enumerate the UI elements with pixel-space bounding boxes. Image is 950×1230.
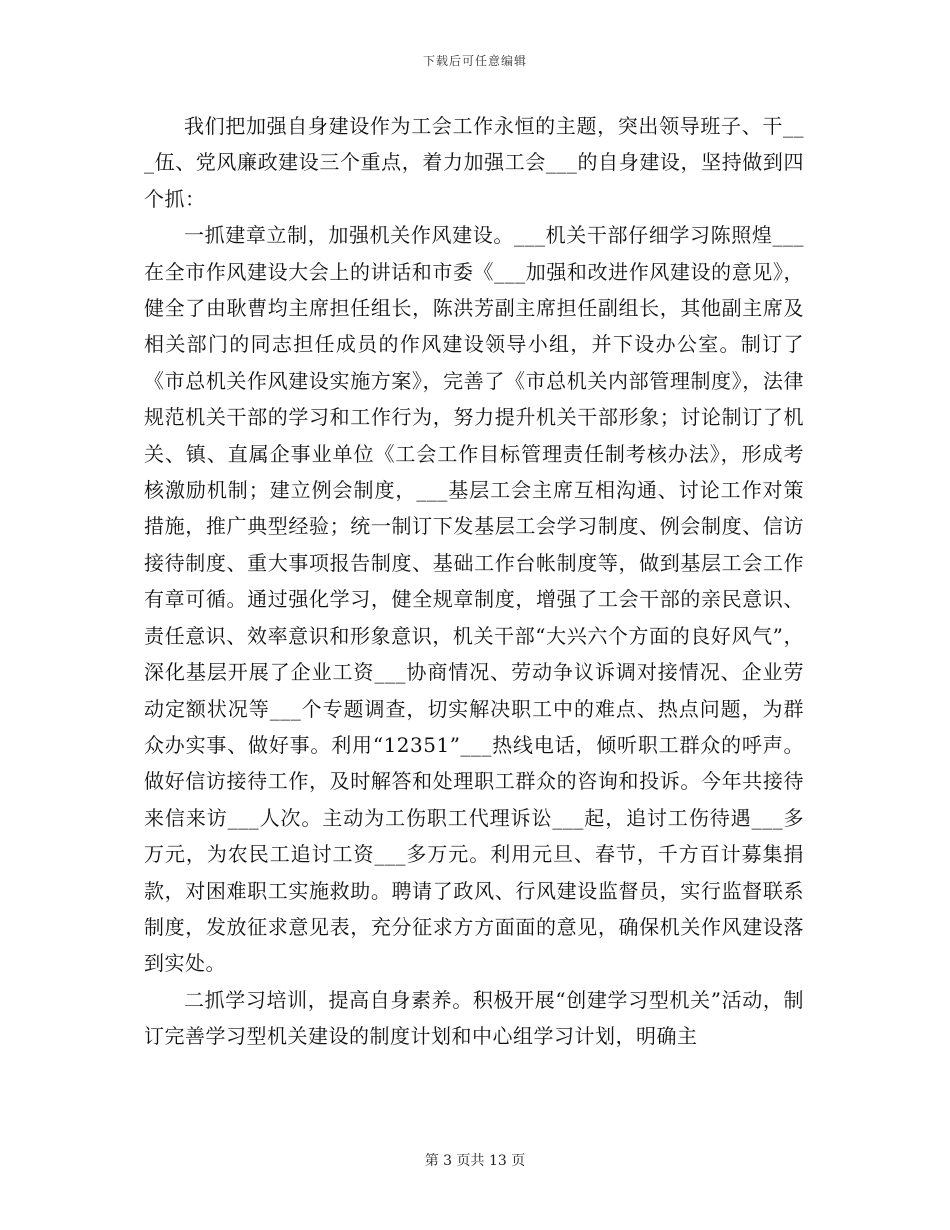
paragraph-first-point: 一抓建章立制，加强机关作风建设。___机关干部仔细学习陈照煌___在全市作风建设大会上的讲话和市委《___加强和改进作风建设的意见》，健全了由耿曹均主席担任组长，陈洪芳副主席担任副组长，其他副主席及相关部门的同志担任成员的作风建设领导小组，并下设办公室。制订了《市总机关作风建设实施方案》，完善了《市总机关内部管理制度》，法律规范机关干部的学习和工作行为，努力提升机关干部形象；讨论制订了机关、镇、直属企事业单位《工会工作目标管理责任制考核办法》，形成考核激励机制；建立例会制度，___基层工会主席互相沟通、讨论工作对策措施，推广典型经验；统一制订下发基层工会学习制度、例会制度、信访接待制度、重大事项报告制度、基础工作台帐制度等，做到基层工会工作有章可循。通过强化学习，健全规章制度，增强了工会干部的亲民意识、责任意识、效率意识和形象意识，机关干部“大兴六个方面的良好风气”，深化基层开展了企业工资___协商情况、劳动争议诉调对接情况、企业劳动定额状况等___个专题调查，切实解决职工中的难点、热点问题，为群众办实事、做好事。利用“12351”___热线电话，倾听职工群众的呼声。做好信访接待工作，及时解答和处理职工群众的咨询和投诉。今年共接待来信来访___人次。主动为工伤职工代理诉讼___起，追讨工伤待遇___多万元，为农民工追讨工资___多万元。利用元旦、春节，千方百计募集捐款，对困难职工实施救助。聘请了政风、行风建设监督员，实行监督联系制度，发放征求意见表，充分征求方方面面的意见，确保机关作风建设落到实处。 (144, 223, 804, 976)
document-body (144, 108, 804, 1055)
page-footer: 第 3 页共 13 页 (424, 1153, 526, 1169)
paragraph-second-point: 二抓学习培训，提高自身素养。积极开展“创建学习型机关”活动，制订完善学习型机关建设的制度计划和中心组学习计划，明确主 (144, 987, 804, 1049)
page-header: 下载后可任意编辑 (422, 54, 527, 68)
paragraph-intro: 我们把加强自身建设作为工会工作永恒的主题，突出领导班子、干___伍、党风廉政建设三个重点，着力加强工会___的自身建设，坚持做到四个抓： (144, 114, 804, 211)
